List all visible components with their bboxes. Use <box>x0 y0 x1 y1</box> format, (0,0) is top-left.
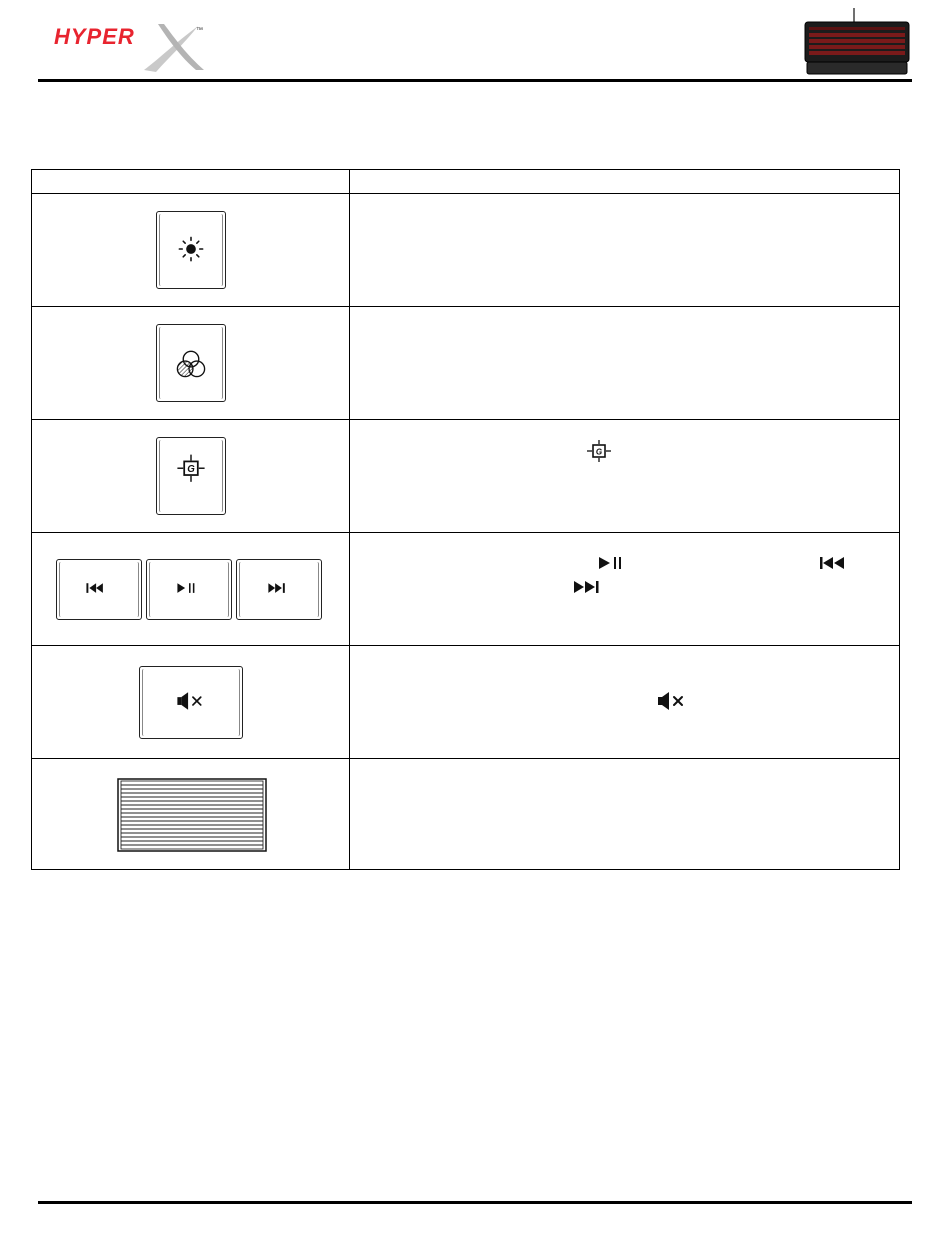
mute-icon <box>656 690 690 712</box>
next-track-key <box>236 559 322 620</box>
svg-text:G: G <box>595 447 603 457</box>
game-mode-icon <box>157 438 225 514</box>
game-mode-key <box>156 437 226 515</box>
key-image-cell <box>32 646 349 758</box>
brightness-key <box>156 211 226 289</box>
previous-track-key <box>56 559 142 620</box>
table-row <box>32 533 899 646</box>
table-row <box>32 759 899 872</box>
mute-icon <box>140 667 242 738</box>
key-image-cell <box>32 420 349 532</box>
table-row <box>32 646 899 759</box>
hyperx-logo <box>52 20 212 75</box>
svg-text:G: G <box>187 464 195 476</box>
previous-track-icon <box>818 555 848 571</box>
header-rule <box>38 79 912 82</box>
previous-track-icon <box>57 560 141 619</box>
footer-rule <box>38 1201 912 1204</box>
table-row <box>32 307 899 420</box>
table-row <box>32 420 899 533</box>
key-image-cell <box>32 533 349 645</box>
mute-key <box>139 666 243 739</box>
svg-text:™: ™ <box>196 27 203 34</box>
key-description <box>350 646 899 758</box>
next-track-icon <box>237 560 321 619</box>
key-image-cell <box>32 759 349 872</box>
table-header-row <box>32 170 899 194</box>
key-description <box>350 533 899 645</box>
volume-wheel-icon <box>117 778 267 852</box>
key-description <box>350 307 899 419</box>
keyboard-photo <box>804 8 910 76</box>
key-image-cell <box>32 194 349 306</box>
key-description <box>350 194 899 306</box>
play-pause-key <box>146 559 232 620</box>
color-circles-icon <box>157 325 225 401</box>
table-row <box>32 194 899 307</box>
key-description <box>350 420 899 532</box>
function-key-table <box>31 169 900 870</box>
play-pause-icon <box>147 560 231 619</box>
key-description <box>350 759 899 872</box>
svg-text:HYPER: HYPER <box>54 24 135 49</box>
key-image-cell <box>32 307 349 419</box>
next-track-icon <box>572 579 602 595</box>
game-mode-icon <box>584 440 614 462</box>
header-description-column <box>350 170 899 193</box>
header-key-column <box>32 170 355 193</box>
color-effects-key <box>156 324 226 402</box>
play-pause-icon <box>597 555 625 571</box>
sun-icon <box>157 212 225 288</box>
